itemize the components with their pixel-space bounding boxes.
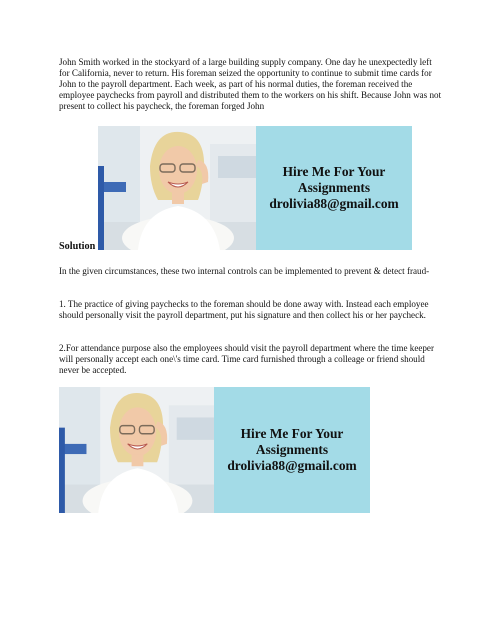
solution-paragraph-3: 2.For attendance purpose also the employees should visit the payroll department where the time keeper will personally accept each one\'s time card. Time card furnished through a colleage or friend should never be accepted. (59, 343, 435, 376)
woman-photo (59, 387, 214, 513)
ad-banner-1 (98, 126, 412, 250)
ad-text-box (256, 126, 412, 250)
ad-headline-line1: Hire Me For Your (240, 426, 344, 441)
solution-paragraph-2: 1. The practice of giving paychecks to the foreman should be done away with. Instead each employee should personally visit the payroll department, put his signature and then collect his or her paycheck. (59, 299, 429, 321)
ad-email: drolivia88@gmail.com (227, 458, 357, 473)
ad-text-box (214, 387, 370, 513)
woman-photo-illustration (59, 387, 214, 513)
ad-banner-2 (59, 387, 370, 513)
woman-photo-illustration (98, 126, 256, 250)
ad-email: drolivia88@gmail.com (269, 196, 399, 211)
solution-heading: Solution (59, 241, 96, 252)
ad-headline-line2: Assignments (255, 442, 329, 457)
ad-headline-line1: Hire Me For Your (282, 164, 386, 179)
woman-photo (98, 126, 256, 250)
ad-headline-line2: Assignments (297, 180, 371, 195)
solution-paragraph-1: In the given circumstances, these two internal controls can be implemented to prevent & detect fraud- (59, 266, 430, 276)
intro-paragraph: John Smith worked in the stockyard of a large building supply company. One day he unexpectedly left for California, never to return. His foreman seized the opportunity to continue to submit time cards for John to the payroll department. Each week, as part of his normal duties, the foreman received the employee paychecks from payroll and distributed them to the workers on his shift. Because John was not present to collect his paycheck, the foreman forged John (59, 57, 442, 112)
